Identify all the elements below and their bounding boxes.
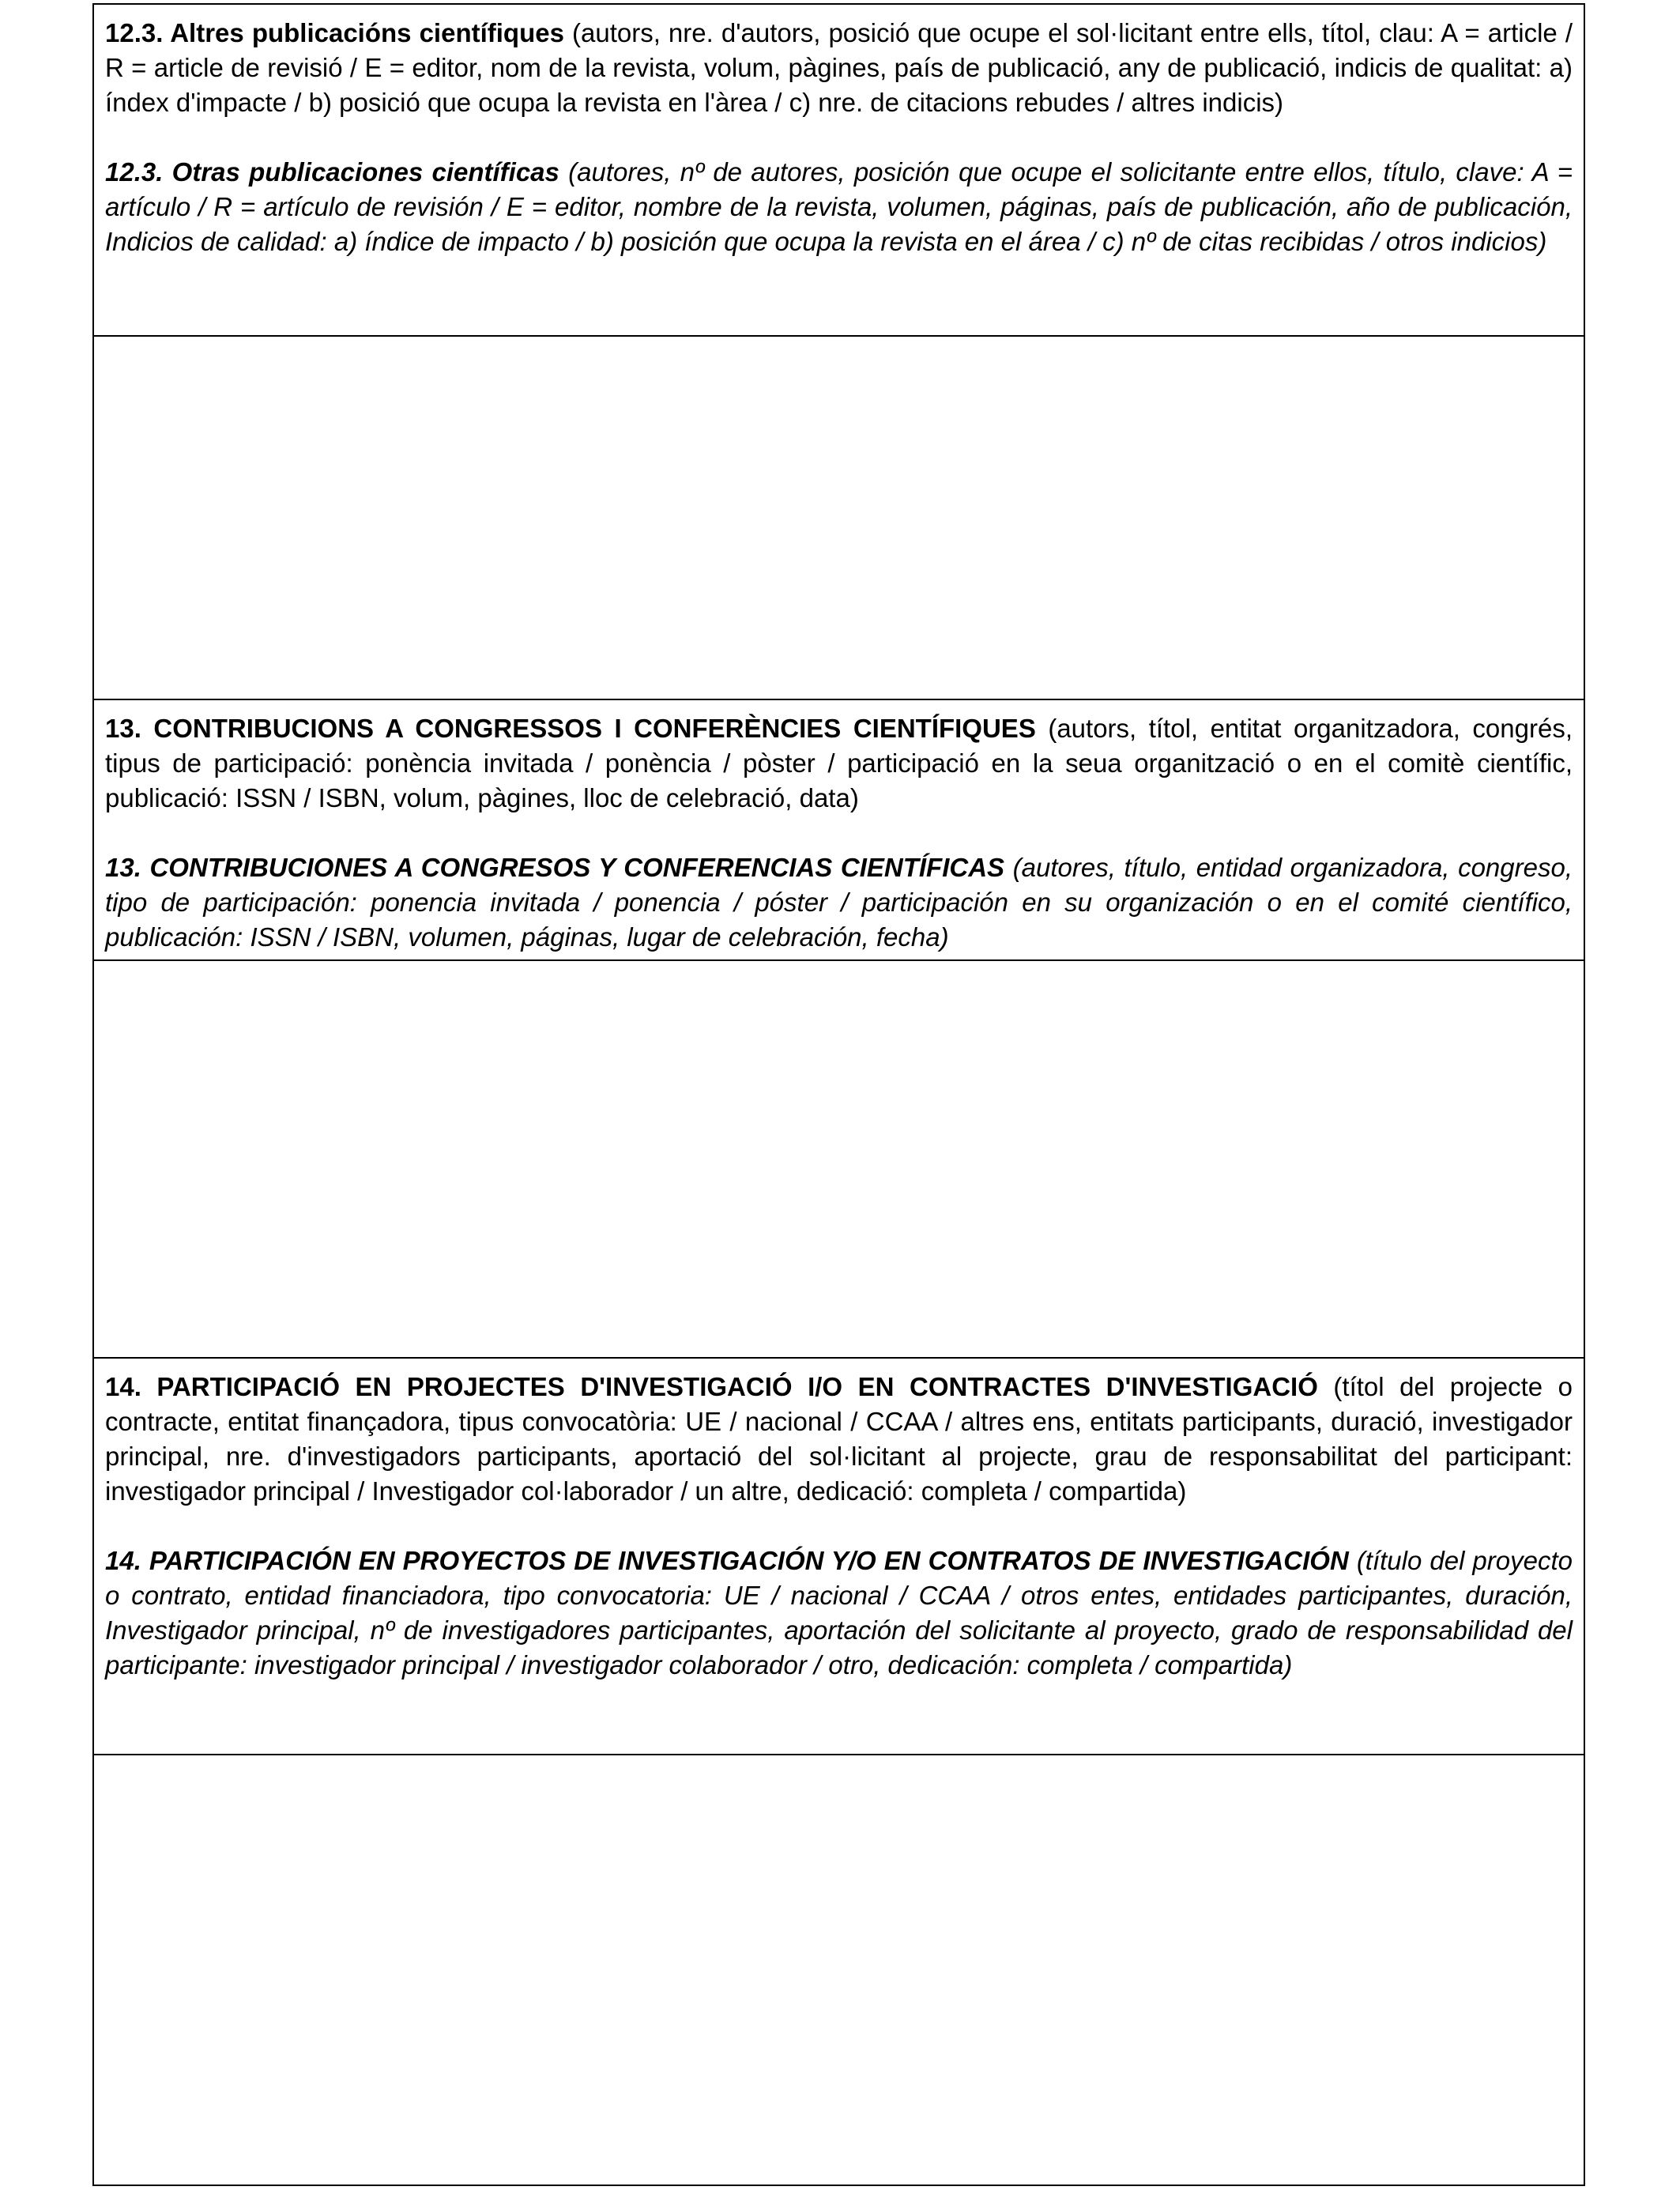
- section-12-3-catalan: [105, 16, 1573, 120]
- section-13-spanish-description: (autores, título, entidad organizadora, congreso, tipo de participación: ponencia invitada / ponencia / póster / participación en su organización o en el comité científico, publicación: ISSN / ISBN, volumen, páginas, lugar de celebración, fecha): [105, 853, 1573, 952]
- section-14-spanish-title: 14. PARTICIPACIÓN EN PROYECTOS DE INVESTIGACIÓN Y/O EN CONTRATOS DE INVESTIGACIÓN: [105, 1546, 1349, 1575]
- section-13-spanish: [105, 850, 1573, 955]
- section-12-3-spanish: [105, 155, 1573, 259]
- section-14-spanish: [105, 1544, 1573, 1683]
- application-form-table: [92, 3, 1585, 2186]
- section-13-header: [94, 700, 1584, 961]
- section-14-catalan: [105, 1370, 1573, 1509]
- section-13-catalan-title: 13. CONTRIBUCIONS A CONGRESSOS I CONFERÈNCIES CIENTÍFIQUES: [105, 714, 1036, 743]
- section-12-3-header: [94, 5, 1584, 337]
- section-14-header: [94, 1359, 1584, 1755]
- section-14-catalan-description: (títol del projecte o contracte, entitat finançadora, tipus convocatòria: UE / nacional / CCAA / altres ens, entitats participants, duració, investigador principal, nre. d'investigadors participants, aportació del sol·licitant al projecte, grau de responsabilitat del participant: investigador principal / Investigador col·laborador / un altre, dedicació: completa / compartida): [105, 1372, 1573, 1506]
- section-12-3-spanish-description: (autores, nº de autores, posición que ocupe el solicitante entre ellos, título, clave: A = artículo / R = artículo de revisión / E = editor, nombre de la revista, volumen, páginas, país de publicación, año de publicación, Indicios de calidad: a) índice de impacto / b) posición que ocupa la revista en el área / c) nº de citas recibidas / otros indicios): [105, 157, 1573, 256]
- section-12-3-spanish-title: 12.3. Otras publicaciones científicas: [105, 157, 559, 187]
- section-12-3-entry-field[interactable]: [94, 337, 1584, 700]
- section-14-entry-field[interactable]: [94, 1755, 1584, 2185]
- section-12-3-catalan-description: (autors, nre. d'autors, posició que ocupe el sol·licitant entre ells, títol, clau: A = article / R = article de revisió / E = editor, nom de la revista, volum, pàgines, país de publicació, any de publicació, indicis de qualitat: a) índex d'impacte / b) posició que ocupa la revista en l'àrea / c) nre. de citacions rebudes / altres indicis): [105, 18, 1573, 117]
- section-14-spanish-description: (título del proyecto o contrato, entidad financiadora, tipo convocatoria: UE / nacional / CCAA / otros entes, entidades participantes, duración, Investigador principal, nº de investigadores participantes, aportación del solicitante al proyecto, grado de responsabilidad del participante: investigador principal / investigador colaborador / otro, dedicación: completa / compartida): [105, 1546, 1573, 1679]
- section-13-spanish-title: 13. CONTRIBUCIONES A CONGRESOS Y CONFERENCIAS CIENTÍFICAS: [105, 853, 1005, 882]
- section-13-catalan: [105, 711, 1573, 816]
- section-12-3-catalan-title: 12.3. Altres publicacións científiques: [105, 18, 564, 47]
- section-14-catalan-title: 14. PARTICIPACIÓ EN PROJECTES D'INVESTIGACIÓ I/O EN CONTRACTES D'INVESTIGACIÓ: [105, 1372, 1318, 1401]
- section-13-catalan-description: (autors, títol, entitat organitzadora, congrés, tipus de participació: ponència invitada / ponència / pòster / participació en la seua organització o en el comitè científic, publicació: ISSN / ISBN, volum, pàgines, lloc de celebració, data): [105, 714, 1573, 812]
- section-13-entry-field[interactable]: [94, 961, 1584, 1359]
